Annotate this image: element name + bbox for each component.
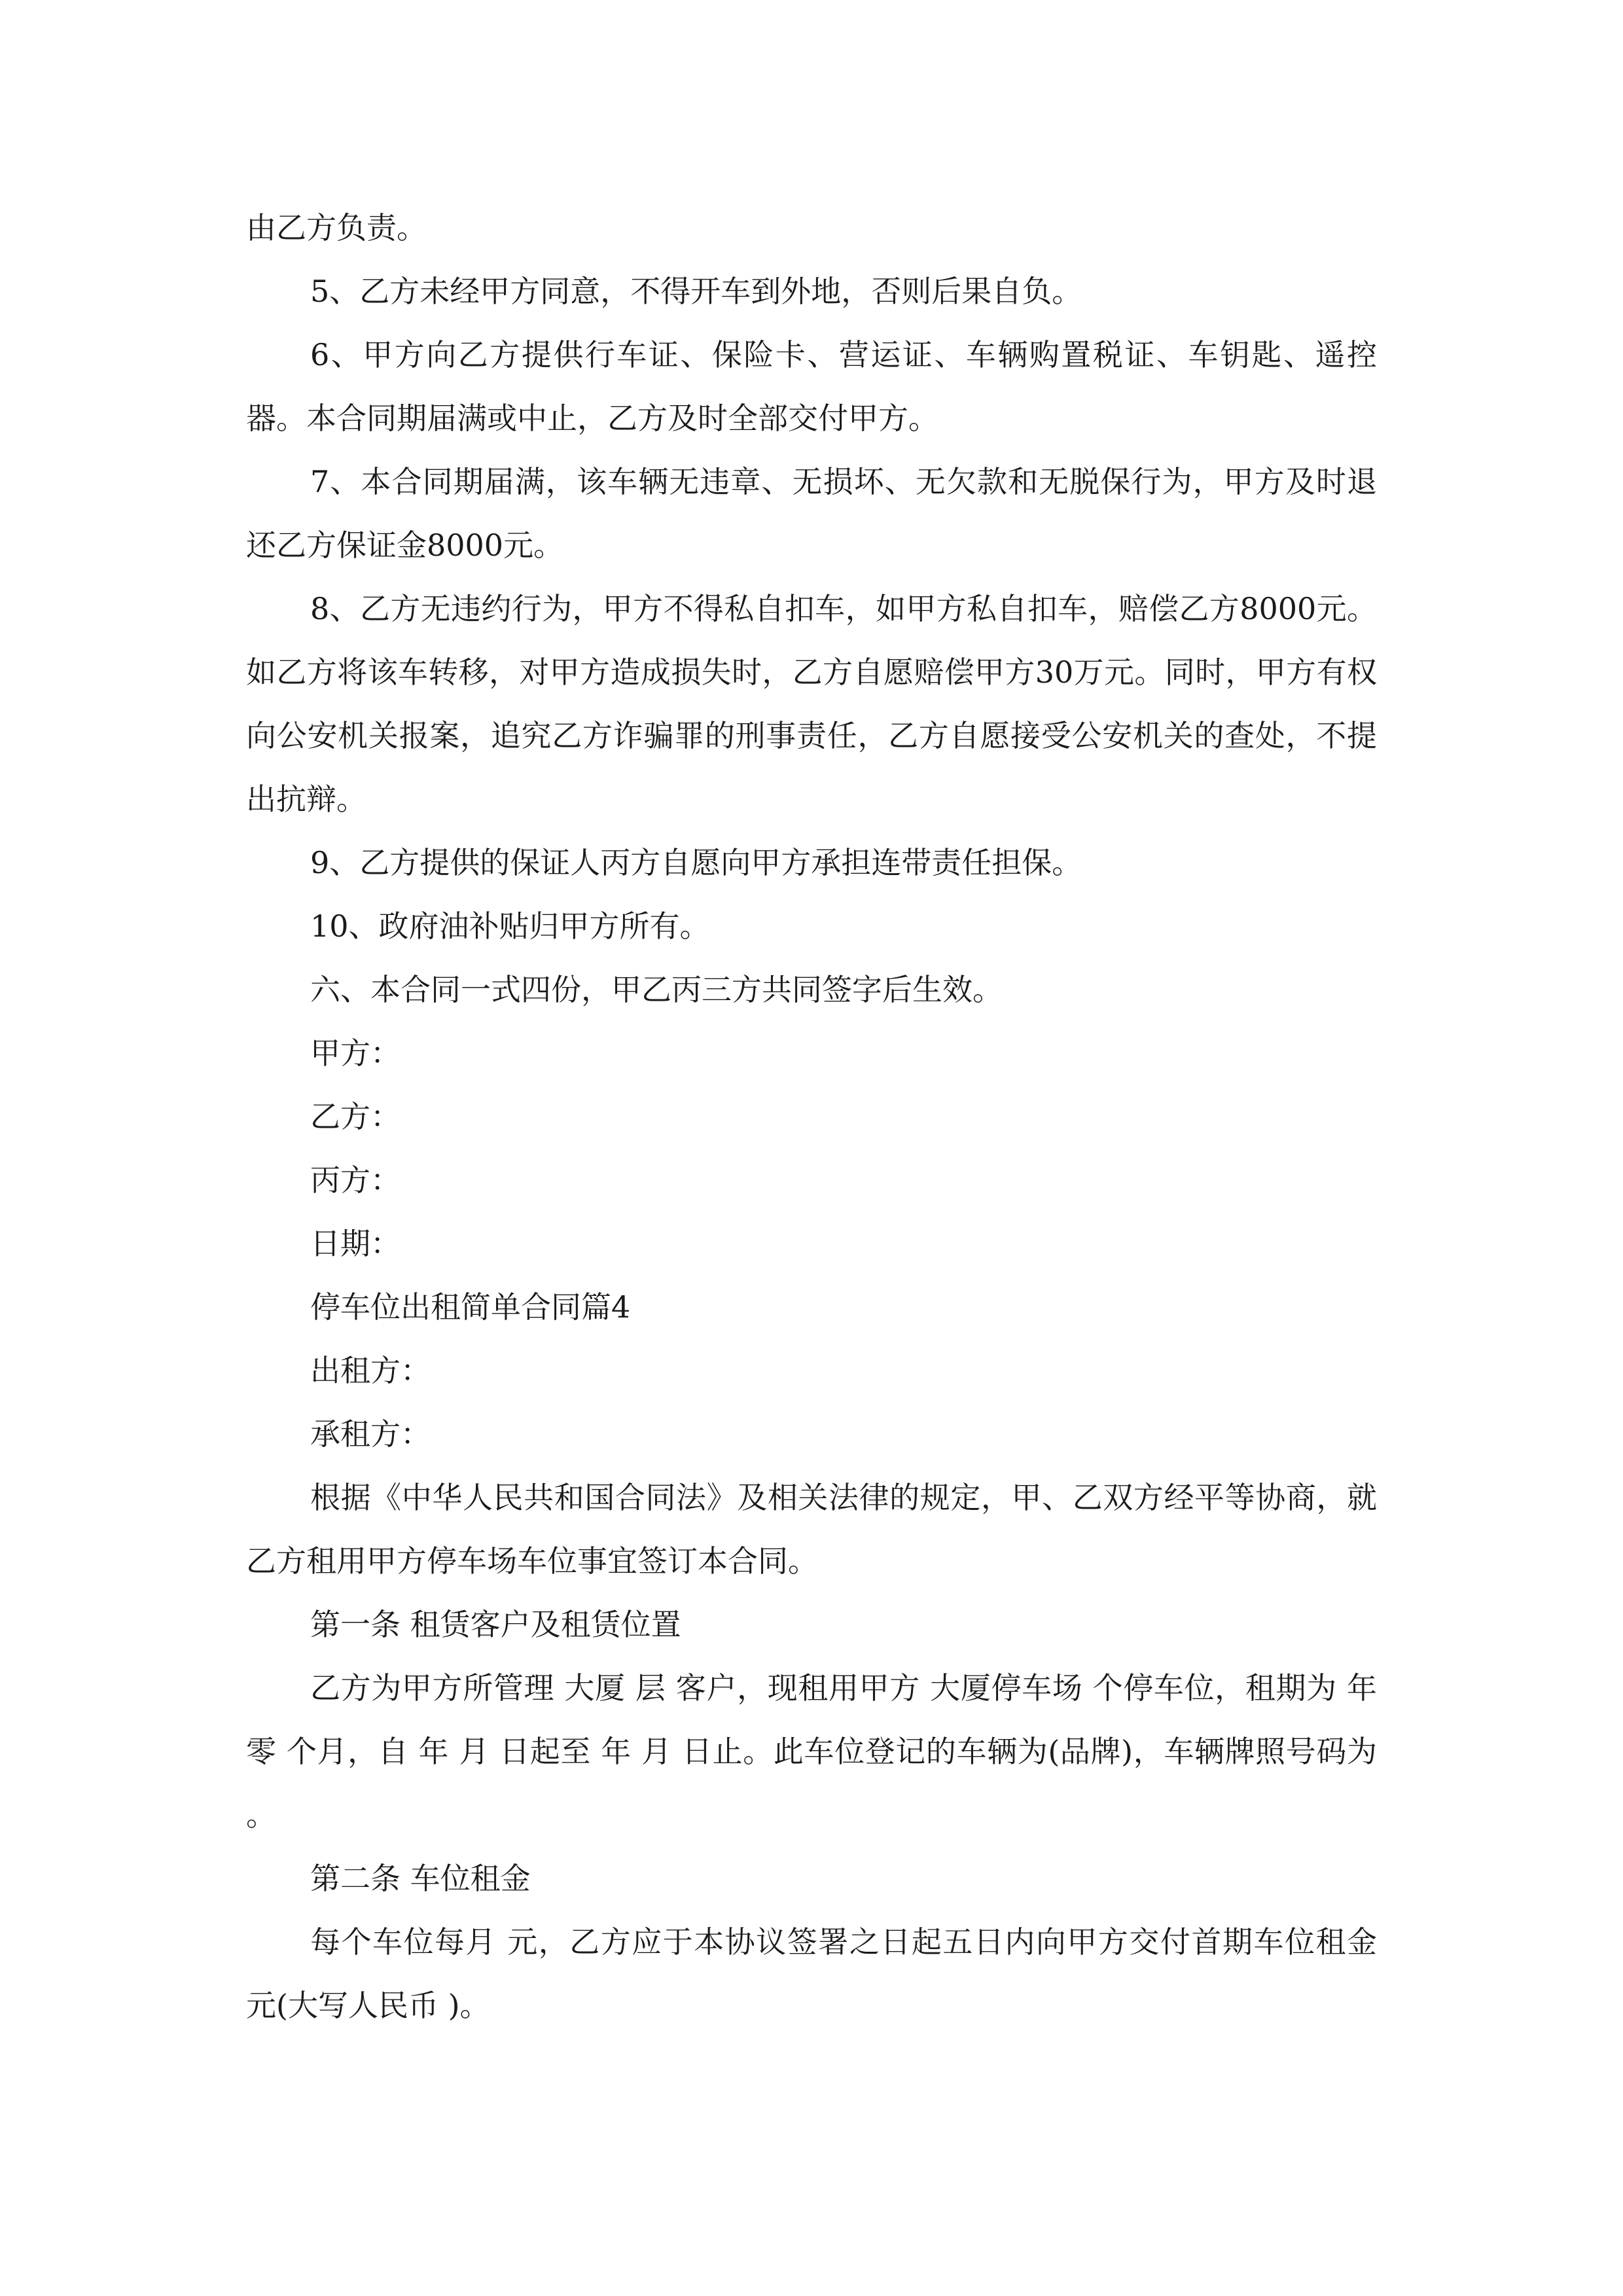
contract-title: 停车位出租简单合同篇4	[310, 1289, 631, 1325]
paragraph-clause-10: 10、政府油补贴归甲方所有。	[310, 908, 710, 944]
signature-party-b: 乙方：	[310, 1099, 401, 1134]
paragraph-section-6: 六、本合同一式四份，甲乙丙三方共同签字后生效。	[310, 972, 1003, 1007]
paragraph-clause-8: 8、乙方无违约行为，甲方不得私自扣车，如甲方私自扣车，赔偿乙方8000元。如乙方将该车转移，对甲方造成损失时，乙方自愿赔偿甲方30万元。同时，甲方有权向公安机关报案，追究乙方诈骗罪的刑事责任，乙方自愿接受公安机关的查处，不提出抗辩。	[246, 591, 1377, 817]
paragraph-clause-9: 9、乙方提供的保证人丙方自愿向甲方承担连带责任担保。	[310, 845, 1082, 880]
paragraph-preamble: 根据《中华人民共和国合同法》及相关法律的规定，甲、乙双方经平等协商，就乙方租用甲方停车场车位事宜签订本合同。	[246, 1480, 1377, 1579]
lessee-line: 承租方：	[310, 1416, 431, 1452]
paragraph-clause-7: 7、本合同期届满，该车辆无违章、无损坏、无欠款和无脱保行为，甲方及时退还乙方保证金8000元。	[246, 464, 1377, 563]
article-1-body: 乙方为甲方所管理 大厦 层 客户，现租用甲方 大厦停车场 个停车位，租期为 年零 个月，自 年 月 日起至 年 月 日止。此车位登记的车辆为(品牌)，车辆牌照号码为 。	[246, 1670, 1377, 1833]
signature-party-c: 丙方：	[310, 1162, 401, 1198]
paragraph-clause-6: 6、甲方向乙方提供行车证、保险卡、营运证、车辆购置税证、车钥匙、遥控器。本合同期届满或中止，乙方及时全部交付甲方。	[246, 337, 1377, 436]
article-2-heading: 第二条 车位租金	[310, 1861, 531, 1896]
paragraph-continuation: 由乙方负责。	[246, 210, 427, 245]
signature-date: 日期：	[310, 1226, 401, 1261]
article-1-heading: 第一条 租赁客户及租赁位置	[310, 1607, 681, 1642]
lessor-line: 出租方：	[310, 1353, 431, 1388]
paragraph-clause-5: 5、乙方未经甲方同意，不得开车到外地，否则后果自负。	[310, 274, 1082, 309]
signature-party-a: 甲方：	[310, 1035, 401, 1071]
article-2-body: 每个车位每月 元，乙方应于本协议签署之日起五日内向甲方交付首期车位租金 元(大写人民币 )。	[246, 1924, 1377, 2023]
document-body	[246, 196, 1377, 2037]
